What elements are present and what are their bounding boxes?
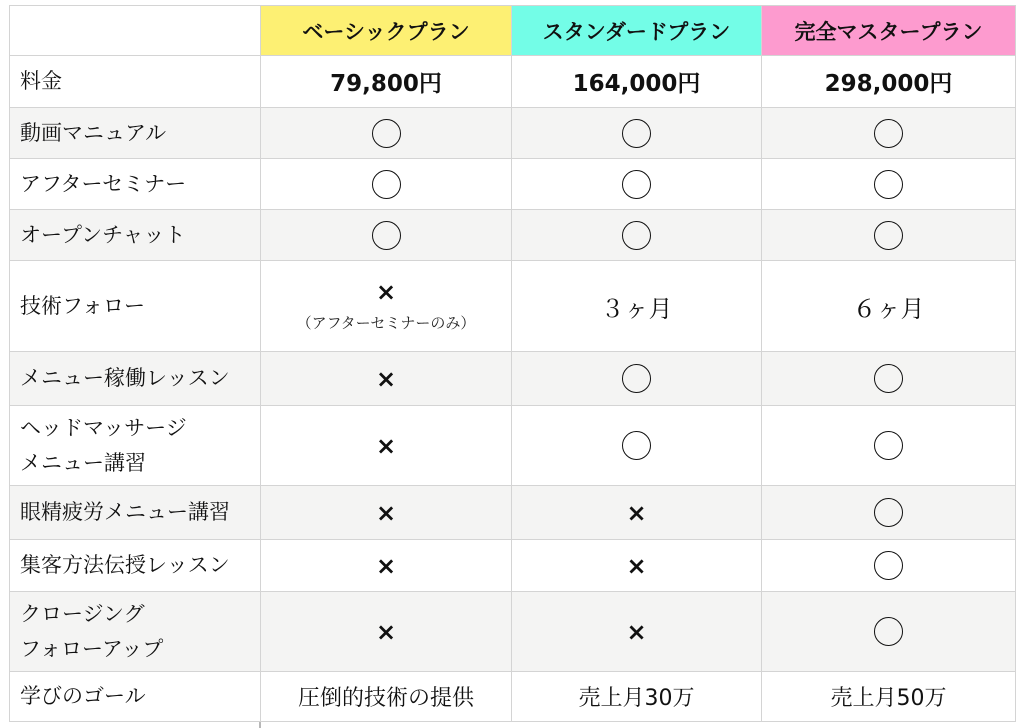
included-circle-icon	[622, 170, 651, 199]
row-label-line2: フォローアップ	[20, 636, 164, 661]
cell-standard	[512, 159, 762, 210]
header-row	[10, 6, 1016, 56]
included-circle-icon	[372, 170, 401, 199]
row-label: 技術フォロー	[10, 261, 261, 352]
excluded-cross-icon: ×	[375, 278, 397, 306]
included-circle-icon	[874, 498, 903, 527]
plan-header-standard: スタンダードプラン	[512, 6, 762, 56]
cell-basic	[261, 592, 512, 672]
row-label: 集客方法伝授レッスン	[10, 540, 261, 592]
excluded-cross-icon: ×	[375, 432, 397, 460]
cell-standard	[512, 108, 762, 159]
cell-master	[762, 210, 1016, 261]
cell-standard: ３ヶ月	[512, 261, 762, 352]
cell-master: ６ヶ月	[762, 261, 1016, 352]
cell-standard	[512, 406, 762, 486]
included-circle-icon	[874, 617, 903, 646]
plan-header-master: 完全マスタープラン	[762, 6, 1016, 56]
excluded-cross-icon: ×	[626, 552, 647, 580]
row-label: 料金	[10, 56, 261, 108]
cell-master	[762, 352, 1016, 406]
row-label: 眼精疲労メニュー講習	[10, 486, 261, 540]
included-circle-icon	[874, 119, 903, 148]
cell-standard	[512, 592, 762, 672]
cell-master	[762, 406, 1016, 486]
table-row-menu-lesson	[10, 352, 1016, 406]
excluded-cross-icon: ×	[626, 618, 647, 646]
excluded-cross-icon: ×	[375, 365, 397, 393]
cell-basic	[261, 486, 512, 540]
cell-master	[762, 159, 1016, 210]
cell-master	[762, 108, 1016, 159]
cell-standard	[512, 352, 762, 406]
included-circle-icon	[874, 221, 903, 250]
cell-basic	[261, 159, 512, 210]
price-basic: 79,800円	[261, 56, 512, 108]
cell-note: （アフターセミナーのみ）	[296, 314, 476, 332]
table-row-open-chat	[10, 210, 1016, 261]
cell-standard	[512, 486, 762, 540]
included-circle-icon	[622, 119, 651, 148]
row-label	[10, 592, 261, 672]
goal-master: 売上月50万	[762, 672, 1016, 722]
included-circle-icon	[372, 119, 401, 148]
included-circle-icon	[622, 364, 651, 393]
cell-basic	[261, 406, 512, 486]
table-row-eye-fatigue	[10, 486, 1016, 540]
row-label-line2: メニュー講習	[20, 450, 146, 475]
row-label-line1: ヘッドマッサージ	[20, 415, 187, 440]
goal-basic: 圧倒的技術の提供	[261, 672, 512, 722]
row-label: アフターセミナー	[10, 159, 261, 210]
table-row-technique-follow	[10, 261, 1016, 352]
included-circle-icon	[874, 551, 903, 580]
table-row-video-manual	[10, 108, 1016, 159]
table-row-after-seminar	[10, 159, 1016, 210]
included-circle-icon	[372, 221, 401, 250]
excluded-cross-icon: ×	[626, 499, 647, 527]
goal-standard: 売上月30万	[512, 672, 762, 722]
excluded-cross-icon: ×	[375, 552, 397, 580]
cell-basic	[261, 540, 512, 592]
row-label: メニュー稼働レッスン	[10, 352, 261, 406]
price-standard: 164,000円	[512, 56, 762, 108]
plan-header-basic: ベーシックプラン	[261, 6, 512, 56]
cell-basic	[261, 352, 512, 406]
table-row-marketing-lesson	[10, 540, 1016, 592]
table-row-goal	[10, 672, 1016, 722]
table-row-head-massage	[10, 406, 1016, 486]
cell-basic	[261, 261, 512, 352]
cell-master	[762, 540, 1016, 592]
cell-standard	[512, 210, 762, 261]
included-circle-icon	[874, 364, 903, 393]
included-circle-icon	[622, 221, 651, 250]
cell-basic	[261, 108, 512, 159]
table-row-closing	[10, 592, 1016, 672]
row-label: 学びのゴール	[10, 672, 261, 722]
row-label: オープンチャット	[10, 210, 261, 261]
row-label: 動画マニュアル	[10, 108, 261, 159]
plan-comparison-table	[9, 5, 1016, 722]
cell-standard	[512, 540, 762, 592]
table-row-price	[10, 56, 1016, 108]
excluded-cross-icon: ×	[375, 499, 397, 527]
cell-basic	[261, 210, 512, 261]
row-label-line1: クロージング	[20, 601, 145, 626]
excluded-cross-icon: ×	[375, 618, 397, 646]
included-circle-icon	[874, 431, 903, 460]
row-label	[10, 406, 261, 486]
cell-master	[762, 592, 1016, 672]
header-corner-cell	[10, 6, 261, 56]
price-master: 298,000円	[762, 56, 1016, 108]
included-circle-icon	[622, 431, 651, 460]
included-circle-icon	[874, 170, 903, 199]
cell-master	[762, 486, 1016, 540]
